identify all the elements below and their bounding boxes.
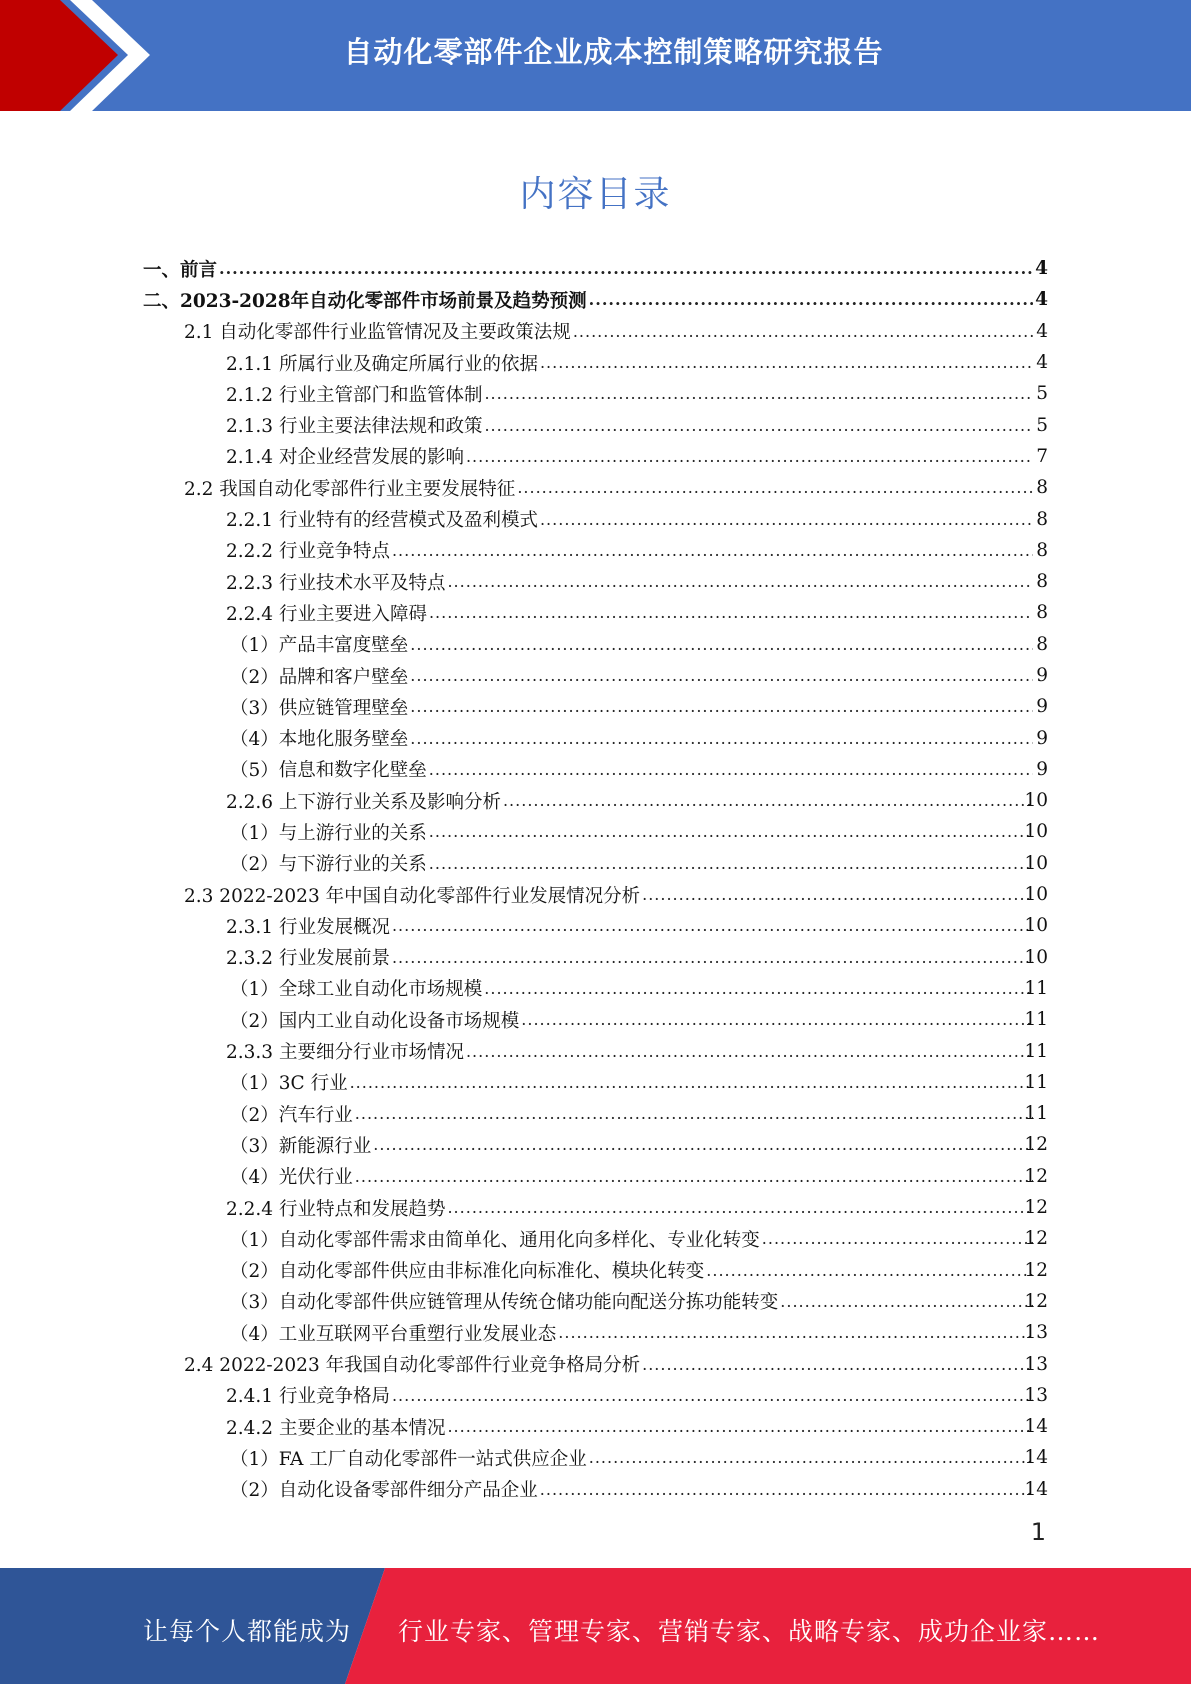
toc-entry-page: 14: [1024, 1447, 1048, 1469]
toc-entry-page: 11: [1024, 1009, 1048, 1031]
toc-leader-dots: [589, 290, 1033, 309]
toc-entry-page: 7: [1036, 445, 1048, 467]
toc-entry-label: 2.1.1 所属行业及确定所属行业的依据: [226, 353, 538, 375]
toc-entry[interactable]: [0, 503, 1191, 534]
toc-leader-dots: [558, 1323, 1033, 1342]
toc-entry-page: 8: [1036, 539, 1048, 561]
toc-entry-page: 8: [1036, 602, 1048, 624]
toc-entry[interactable]: [0, 816, 1191, 847]
toc-entry[interactable]: [0, 1255, 1191, 1286]
toc-entry-page: 14: [1024, 1416, 1048, 1438]
toc-entry-page: 5: [1036, 383, 1048, 405]
toc-leader-dots: [521, 1010, 1033, 1029]
page-number: 1: [1030, 1518, 1046, 1546]
toc-entry-label: （2）国内工业自动化设备市场规模: [230, 1010, 520, 1032]
toc-entry-page: 4: [1036, 320, 1048, 342]
toc-heading: 内容目录: [519, 174, 672, 215]
toc-entry-page: 12: [1024, 1259, 1048, 1281]
toc-entry[interactable]: [0, 1004, 1191, 1035]
toc-entry[interactable]: [0, 316, 1191, 347]
toc-leader-dots: [373, 1135, 1033, 1154]
toc-entry-label: 2.4 2022-2023 年我国自动化零部件行业竞争格局分析: [184, 1355, 641, 1377]
toc-entry[interactable]: [0, 1067, 1191, 1098]
toc-entry-page: 12: [1024, 1228, 1048, 1250]
toc-entry-label: 2.2.1 行业特有的经营模式及盈利模式: [226, 510, 538, 532]
toc-entry[interactable]: [0, 597, 1191, 628]
toc-entry-label: 2.3.1 行业发展概况: [226, 916, 390, 938]
toc-entry-page: 12: [1024, 1134, 1048, 1156]
toc-entry-label: （3）供应链管理壁垒: [230, 697, 409, 719]
toc-entry-page: 10: [1024, 884, 1048, 906]
toc-leader-dots: [517, 478, 1033, 497]
toc-entry-page: 4: [1035, 289, 1048, 311]
toc-entry[interactable]: [0, 629, 1191, 660]
toc-leader-dots: [410, 666, 1033, 685]
toc-entry[interactable]: [0, 1035, 1191, 1066]
toc-entry-page: 12: [1024, 1197, 1048, 1219]
toc-entry-page: 10: [1024, 790, 1048, 812]
toc-leader-dots: [429, 822, 1033, 841]
toc-entry-label: 2.1 自动化零部件行业监管情况及主要政策法规: [184, 322, 571, 344]
toc-entry[interactable]: [0, 691, 1191, 722]
toc-entry-page: 9: [1036, 696, 1048, 718]
toc-leader-dots: [429, 603, 1033, 622]
toc-leader-dots: [350, 1073, 1033, 1092]
toc-entry-label: （1）产品丰富度壁垒: [230, 635, 409, 657]
toc-leader-dots: [642, 885, 1033, 904]
toc-leader-dots: [392, 916, 1033, 935]
toc-entry-label: 2.2.4 行业主要进入障碍: [226, 603, 427, 625]
toc-entry-label: （2）自动化零部件供应由非标准化向标准化、模块化转变: [230, 1261, 705, 1283]
toc-leader-dots: [484, 416, 1033, 435]
toc-entry[interactable]: [0, 1317, 1191, 1348]
toc-entry[interactable]: [0, 1380, 1191, 1411]
toc-entry-label: 2.1.2 行业主管部门和监管体制: [226, 384, 483, 406]
toc-entry[interactable]: [0, 378, 1191, 409]
toc-entry-page: 10: [1024, 821, 1048, 843]
header-band: [0, 0, 1191, 111]
toc-leader-dots: [410, 635, 1033, 654]
toc-entry-label: （1）3C 行业: [230, 1073, 348, 1095]
toc-entry[interactable]: [0, 347, 1191, 378]
toc-entry[interactable]: [0, 1348, 1191, 1379]
toc-entry[interactable]: [0, 848, 1191, 879]
toc-entry-label: 2.4.1 行业竞争格局: [226, 1386, 390, 1408]
toc-entry-page: 10: [1024, 915, 1048, 937]
toc-entry-label: 一、前言: [143, 259, 218, 281]
toc-entry-label: 2.2 我国自动化零部件行业主要发展特征: [184, 478, 516, 500]
report-title: 自动化零部件企业成本控制策略研究报告: [343, 35, 884, 69]
toc-entry-page: 9: [1036, 727, 1048, 749]
toc-entry-label: 2.1.4 对企业经营发展的影响: [226, 447, 464, 469]
toc-entry-page: 11: [1024, 1040, 1048, 1062]
toc-entry-page: 12: [1024, 1165, 1048, 1187]
toc-entry[interactable]: [0, 910, 1191, 941]
toc-entry-label: （3）自动化零部件供应链管理从传统仓储功能向配送分拣功能转变: [230, 1292, 779, 1314]
toc-leader-dots: [762, 1229, 1033, 1248]
footer-slogan-right: 行业专家、管理专家、营销专家、战略专家、成功企业家……: [398, 1617, 1101, 1646]
toc-entry[interactable]: [0, 472, 1191, 503]
toc-leader-dots: [447, 1417, 1033, 1436]
toc-entry-label: （2）汽车行业: [230, 1104, 353, 1126]
toc-leader-dots: [429, 854, 1033, 873]
toc-leader-dots: [392, 1386, 1033, 1405]
toc-entry[interactable]: [0, 1442, 1191, 1473]
toc-entry[interactable]: [0, 1192, 1191, 1223]
toc-entry-page: 11: [1024, 1071, 1048, 1093]
toc-entry-page: 12: [1024, 1290, 1048, 1312]
toc-entry[interactable]: [0, 1474, 1191, 1505]
toc-entry-page: 13: [1024, 1384, 1048, 1406]
toc-entry[interactable]: [0, 754, 1191, 785]
toc-entry-page: 13: [1024, 1322, 1048, 1344]
toc-entry[interactable]: [0, 535, 1191, 566]
toc-entry-page: 8: [1036, 633, 1048, 655]
toc-entry-label: （4）工业互联网平台重塑行业发展业态: [230, 1323, 557, 1345]
toc-entry[interactable]: [0, 1223, 1191, 1254]
toc-leader-dots: [429, 760, 1033, 779]
toc-list: [0, 253, 1191, 1505]
footer-band: [0, 1568, 1191, 1684]
toc-leader-dots: [355, 1167, 1033, 1186]
toc-entry-label: （2）品牌和客户壁垒: [230, 666, 409, 688]
toc-entry[interactable]: [0, 1098, 1191, 1129]
toc-entry[interactable]: [0, 973, 1191, 1004]
toc-entry-page: 11: [1024, 1103, 1048, 1125]
toc-entry[interactable]: [0, 441, 1191, 472]
toc-entry-label: 2.3.3 主要细分行业市场情况: [226, 1042, 464, 1064]
toc-leader-dots: [447, 1198, 1033, 1217]
toc-entry[interactable]: [0, 722, 1191, 753]
footer-slogan-left: 让每个人都能成为: [143, 1617, 352, 1646]
toc-entry-label: 2.2.4 行业特点和发展趋势: [226, 1198, 446, 1220]
toc-entry-label: （1）FA 工厂自动化零部件一站式供应企业: [230, 1448, 587, 1470]
toc-leader-dots: [219, 259, 1033, 278]
toc-entry[interactable]: [0, 942, 1191, 973]
toc-leader-dots: [466, 1042, 1033, 1061]
toc-leader-dots: [392, 948, 1033, 967]
toc-entry[interactable]: [0, 566, 1191, 597]
toc-leader-dots: [503, 791, 1033, 810]
toc-entry-label: （4）本地化服务壁垒: [230, 729, 409, 751]
toc-entry-label: 2.2.2 行业竞争特点: [226, 541, 390, 563]
toc-leader-dots: [355, 1104, 1033, 1123]
toc-entry-label: 2.1.3 行业主要法律法规和政策: [226, 416, 483, 438]
toc-leader-dots: [642, 1355, 1033, 1374]
toc-entry-page: 14: [1024, 1478, 1048, 1500]
toc-entry[interactable]: [0, 284, 1191, 315]
toc-leader-dots: [447, 572, 1033, 591]
toc-entry-page: 8: [1036, 477, 1048, 499]
toc-entry[interactable]: [0, 1286, 1191, 1317]
toc-entry-page: 8: [1036, 508, 1048, 530]
toc-entry-label: （1）全球工业自动化市场规模: [230, 979, 483, 1001]
toc-leader-dots: [573, 322, 1033, 341]
toc-entry[interactable]: [0, 879, 1191, 910]
toc-entry[interactable]: [0, 409, 1191, 440]
toc-entry[interactable]: [0, 1411, 1191, 1442]
toc-entry[interactable]: [0, 660, 1191, 691]
toc-entry-page: 13: [1024, 1353, 1048, 1375]
toc-entry-page: 10: [1024, 852, 1048, 874]
toc-entry-label: 2.2.3 行业技术水平及特点: [226, 572, 446, 594]
toc-entry-label: 二、2023-2028年自动化零部件市场前景及趋势预测: [143, 290, 587, 312]
toc-entry-page: 10: [1024, 946, 1048, 968]
toc-entry-label: 2.2.6 上下游行业关系及影响分析: [226, 791, 501, 813]
toc-entry-label: （1）自动化零部件需求由简单化、通用化向多样化、专业化转变: [230, 1229, 760, 1251]
toc-leader-dots: [540, 353, 1033, 372]
toc-entry-page: 9: [1036, 665, 1048, 686]
toc-entry-label: （5）信息和数字化壁垒: [230, 760, 427, 782]
toc-entry-label: 2.4.2 主要企业的基本情况: [226, 1417, 446, 1439]
toc-entry-page: 5: [1036, 414, 1048, 436]
toc-leader-dots: [410, 729, 1033, 748]
toc-leader-dots: [706, 1261, 1033, 1280]
toc-leader-dots: [589, 1448, 1033, 1467]
toc-entry-label: 2.3.2 行业发展前景: [226, 948, 390, 970]
toc-entry-page: 8: [1036, 571, 1048, 593]
toc-entry-label: （2）自动化设备零部件细分产品企业: [230, 1480, 538, 1502]
toc-entry-label: 2.3 2022-2023 年中国自动化零部件行业发展情况分析: [184, 885, 641, 907]
toc-entry[interactable]: [0, 1129, 1191, 1160]
toc-entry-page: 9: [1036, 758, 1048, 780]
toc-entry-label: （1）与上游行业的关系: [230, 822, 427, 844]
toc-leader-dots: [780, 1292, 1033, 1311]
toc-entry-label: （2）与下游行业的关系: [230, 854, 427, 876]
toc-entry-page: 11: [1024, 977, 1048, 999]
toc-leader-dots: [410, 697, 1033, 716]
toc-entry[interactable]: [0, 1161, 1191, 1192]
toc-leader-dots: [484, 979, 1033, 998]
toc-leader-dots: [466, 447, 1033, 466]
toc-entry-page: 4: [1035, 258, 1048, 280]
toc-entry[interactable]: [0, 253, 1191, 284]
toc-leader-dots: [392, 541, 1033, 560]
toc-entry-label: （3）新能源行业: [230, 1135, 372, 1157]
toc-leader-dots: [484, 384, 1033, 403]
toc-leader-dots: [540, 510, 1033, 529]
toc-entry[interactable]: [0, 785, 1191, 816]
toc-leader-dots: [540, 1480, 1033, 1499]
toc-entry-page: 4: [1036, 352, 1048, 374]
toc-entry-label: （4）光伏行业: [230, 1167, 353, 1189]
